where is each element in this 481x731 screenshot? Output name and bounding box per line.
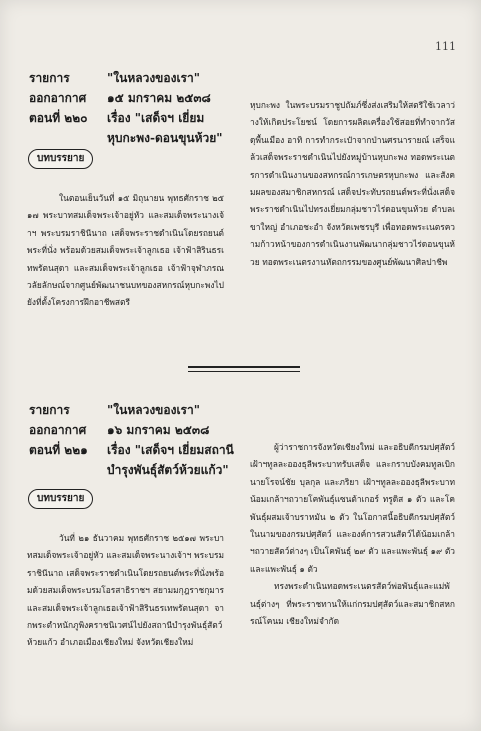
section2-paragraph-2: ทรงพระดำเนินทอดพระเนตรสัตว์พ่อพันธุ์และแม่พันธุ์ต่างๆ ที่พระราชทานให้แก่กรมปศุสัตว์และสมาชิกสหกรณ์โคนม เชียงใหม่จำกัด: [250, 581, 455, 627]
episode-title-line1: เรื่อง "เสด็จฯ เยี่ยม: [107, 111, 205, 125]
page-number: 111: [435, 40, 456, 53]
narration-badge: บทบรรยาย: [28, 489, 93, 509]
broadcast-value: ๑๖ มกราคม ๒๕๓๘: [107, 423, 210, 437]
section1-column-right: [250, 97, 455, 355]
broadcast-label: ออกอากาศ: [29, 423, 87, 437]
section2-paragraph: วันที่ ๒๑ ธันวาคม พุทธศักราช ๒๕๑๗ พระบาทสมเด็จพระเจ้าอยู่หัว และสมเด็จพระนางเจ้าฯ พระบรมราชินีนาถ เสด็จพระราชดำเนินโดยรถยนต์พระที่นั่งพร้อมด้วยสมเด็จพระบรมโอรสาธิราชฯ สยามมกุฎราชกุมาร และสมเด็จพระเจ้าลูกเธอเจ้าฟ้าสิรินธรเทพรัตนสุดา จากพระตำหนักภูพิงคราชนิเวศน์ไปยังสถานีบำรุงพันธุ์สัตว์ห้วยแก้ว อำเภอเมืองเชียงใหม่ จังหวัดเชียงใหม่: [27, 533, 224, 648]
episode-title-line1: เรื่อง "เสด็จฯ เยี่ยมสถานี: [107, 443, 234, 457]
section2-column-left: [27, 530, 224, 690]
section2-paragraph-1: ผู้ว่าราชการจังหวัดเชียงใหม่ และอธิบดีกรมปศุสัตว์ เฝ้าฯทูลละอองธุลีพระบาทรับเสด็จ และกราบบังคมทูลเบิกนายโรจน์ชัย บุลกุล และภริยา เฝ้าฯทูลละอองธุลีพระบาทน้อมเกล้าฯถวายโคพันธุ์แซนต้าเกอร์ ทรูดิส ๑ ตัว และโคพันธุ์ผสมเจ้าบราหมัน ๒ ตัว ในโอกาสนี้อธิบดีกรมปศุสัตว์ในนามของกรมปศุสัตว์ และองค์การสวนสัตว์ได้น้อมเกล้าฯถวายสัตว์ต่างๆ เป็นโคพันธุ์ ๒๙ ตัว และแพะพันธุ์ ๑๙ ตัว และแพะพันธุ์ ๑ ตัว: [250, 442, 455, 574]
narration-badge: บทบรรยาย: [28, 149, 93, 169]
program-label: รายการ: [29, 403, 70, 417]
episode-label: ตอนที่ ๒๒๑: [29, 443, 88, 457]
broadcast-value: ๑๕ มกราคม ๒๕๓๘: [107, 91, 211, 105]
broadcast-label: ออกอากาศ: [29, 91, 87, 105]
episode-title-line2: หุบกะพง-ดอนขุนห้วย": [107, 131, 223, 145]
section-divider: [188, 366, 300, 368]
program-value: "ในหลวงของเรา": [107, 403, 200, 417]
section2-header: [29, 400, 239, 480]
program-value: "ในหลวงของเรา": [107, 71, 200, 85]
program-label: รายการ: [29, 71, 70, 85]
section1-header: [29, 68, 239, 148]
episode-title-line2: บำรุงพันธุ์สัตว์ห้วยแก้ว": [107, 463, 229, 477]
section1-paragraph: ในตอนเย็นวันที่ ๑๕ มิถุนายน พุทธศักราช ๒๕๑๗ พระบาทสมเด็จพระเจ้าอยู่หัว และสมเด็จพระนางเจ้าฯ พระบรมราชินีนาถ เสด็จพระราชดำเนินโดยรถยนต์พระที่นั่ง พร้อมด้วยสมเด็จพระเจ้าลูกเธอ เจ้าฟ้าสิรินธรเทพรัตนสุดา และสมเด็จพระเจ้าลูกเธอ เจ้าฟ้าจุฬาภรณวลัยลักษณ์จากศูนย์พัฒนาชนบทของสหกรณ์หุบกะพงไปยังที่ตั้งโครงการฝึกอาชีพสตรี: [27, 193, 224, 308]
section1-column-left: [27, 190, 224, 352]
episode-label: ตอนที่ ๒๒๐: [29, 111, 88, 125]
section2-column-right: [250, 439, 455, 701]
section1-paragraph-continued: หุบกะพง ในพระบรมราชูปถัมภ์ซึ่งส่งเสริมให้สตรีใช้เวลาว่างให้เกิดประโยชน์ โดยการผลิตเครื่องใช้สอยที่ทำจากวัสดุพื้นเมือง อาทิ การทำกระเป๋าจากป่านศรนารายณ์ เสร็จแล้วเสด็จพระราชดำเนินไปยังหมู่บ้านหุบกะพง ทอดพระเนตรการดำเนินงานของสหกรณ์การเกษตรหุบกะพง และสังคมผลของสมาชิกสหกรณ์ เสด็จประทับรถยนต์พระที่นั่งเสด็จพระราชดำเนินไปทรงเยี่ยมกลุ่มชาวไร่ดอนขุนห้วย ตำบลเขาใหญ่ อำเภอชะอำ จังหวัดเพชรบุรี เพื่อทอดพระเนตรความก้าวหน้าของการดำเนินงานพัฒนากลุ่มชาวไร่ดอนขุนห้วย ทอดพระเนตรงานหัตถกรรมของศูนย์พัฒนาศิลปาชีพ: [250, 100, 455, 267]
